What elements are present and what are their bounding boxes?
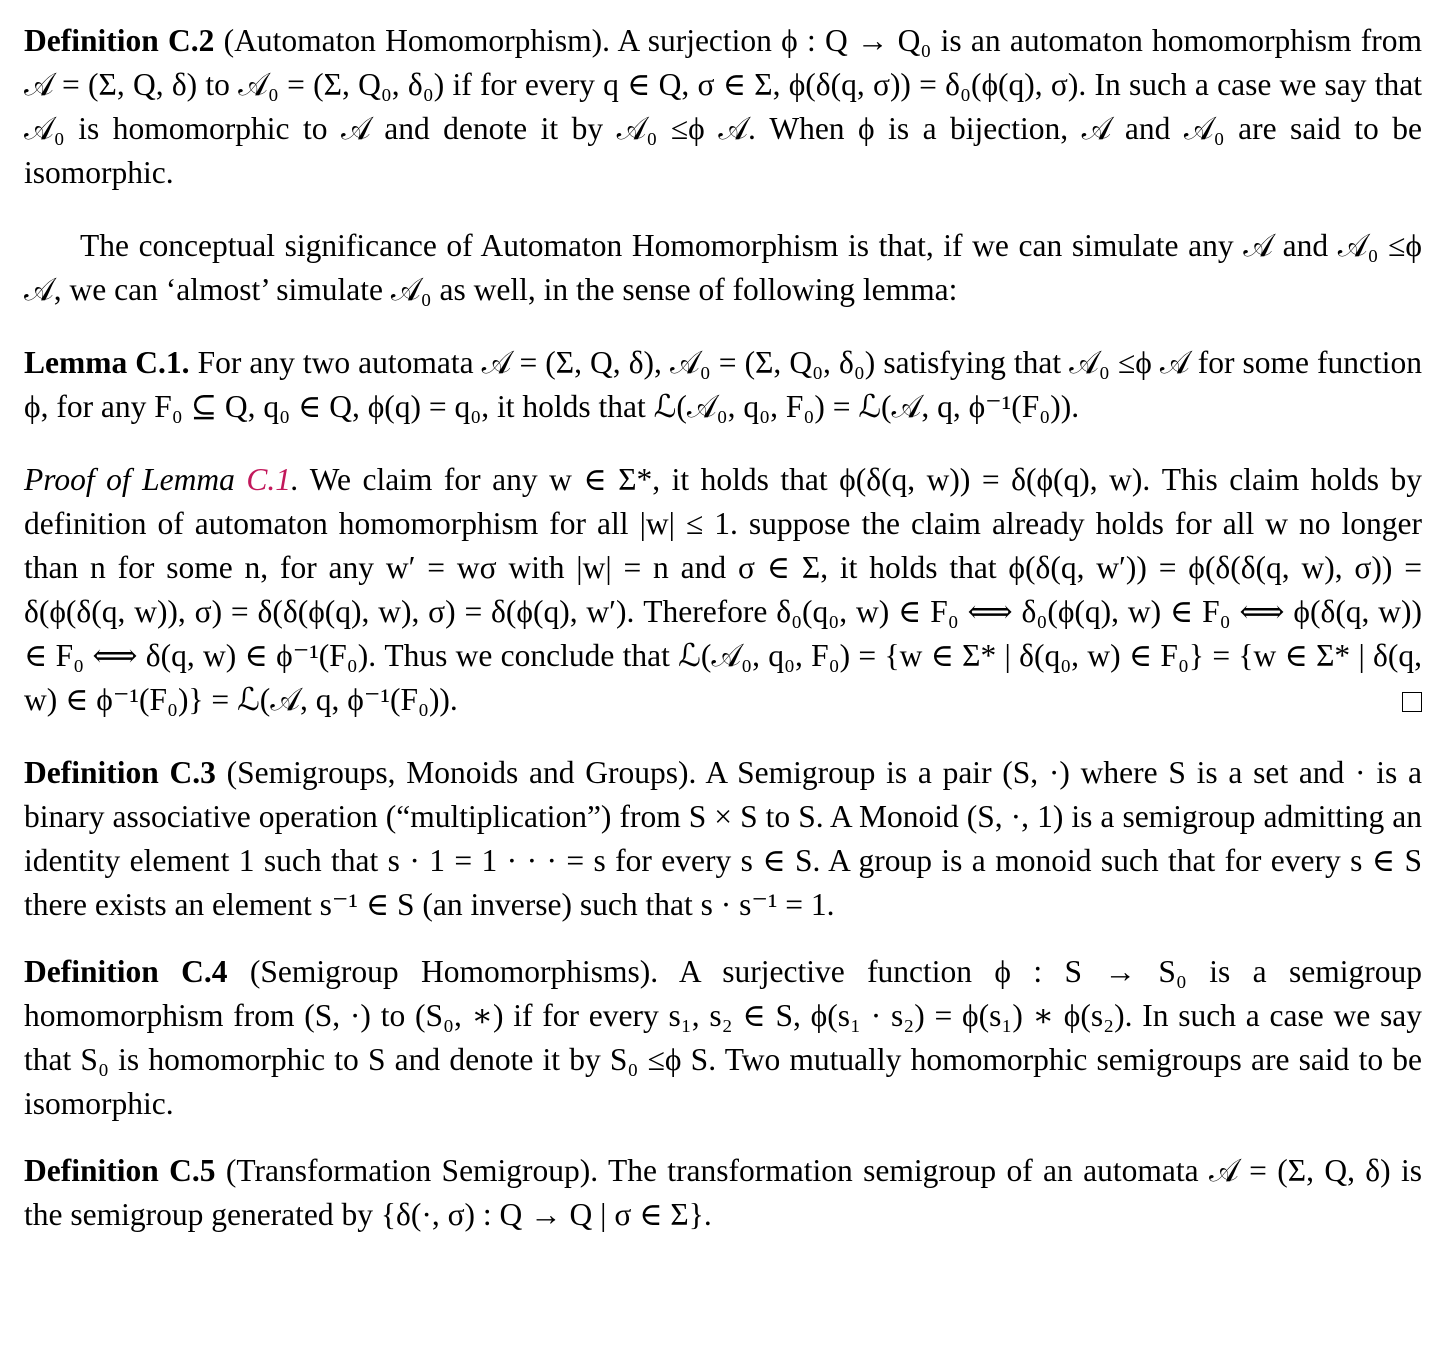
spacer [24,1126,1422,1149]
definition-label: Definition C.5 [24,1153,216,1188]
definition-body: The transformation semigroup of an automata 𝒜 = (Σ, Q, δ) is the semigroup generated by {δ(·, σ) : Q → Q | σ ∈ Σ}. [24,1153,1423,1232]
proof-body: We claim for any w ∈ Σ*, it holds that ϕ(δ(q, w)) = δ(ϕ(q), w). This claim holds by definition of automaton homomorphism for all |w| ≤ 1. suppose the claim already holds for all w no longer than n for some n, for any w′ = wσ with |w| = n and σ ∈ Σ, it holds that ϕ(δ(q, w′)) = ϕ(δ(δ(q, w), σ)) = δ(ϕ(δ(q, w)), σ) = δ(δ(ϕ(q), w), σ) = δ(ϕ(q), w′). Therefore δ₀(q₀, w) ∈ F₀ ⟺ δ₀(ϕ(q), w) ∈ F₀ ⟺ ϕ(δ(q, w)) ∈ F₀ ⟺ δ(q, w) ∈ ϕ⁻¹(F₀). Thus we conclude that ℒ(𝒜₀, q₀, F₀) = {w ∈ Σ* | δ(q₀, w) ∈ F₀} = {w ∈ Σ* | δ(q, w) ∈ ϕ⁻¹(F₀)} = ℒ(𝒜, q, ϕ⁻¹(F₀)). [24,462,1422,717]
definition-title: (Transformation Semigroup). [225,1153,599,1188]
spacer [24,429,1422,458]
spacer [24,927,1422,950]
spacer [24,722,1422,751]
definition-label: Definition C.4 [24,954,228,989]
definition-c3 [24,751,1422,927]
proof-label-suffix: . [290,462,299,497]
qed-square-icon [1402,692,1422,712]
definition-title: (Semigroup Homomorphisms). [249,954,659,989]
definition-body: A surjective function ϕ : S → S₀ is a semigroup homomorphism from (S, ·) to (S₀, ∗) if for every s₁, s₂ ∈ S, ϕ(s₁ · s₂) = ϕ(s₁) ∗ ϕ(s₂). In such a case we say that S₀ is homomorphic to S and denote it by S₀ ≤ϕ S. Two mutually homomorphic semigroups are said to be isomorphic. [24,954,1422,1121]
significance-paragraph: The conceptual significance of Automaton Homomorphism is that, if we can simulate any 𝒜 and 𝒜₀ ≤ϕ 𝒜, we can ‘almost’ simulate 𝒜₀ as well, in the sense of following lemma: [24,228,1422,307]
proof-label: Proof of Lemma [24,462,235,497]
lemma-reference-link[interactable]: C.1 [246,462,291,497]
definition-c4 [24,950,1422,1126]
definition-c2 [24,19,1422,195]
definition-c5 [24,1149,1422,1237]
definition-label: Definition C.2 [24,23,215,58]
proof-lemma-c1 [24,458,1422,722]
definition-body: A surjection ϕ : Q → Q₀ is an automaton homomorphism from 𝒜 = (Σ, Q, δ) to 𝒜₀ = (Σ, Q₀, δ₀) if for every q ∈ Q, σ ∈ Σ, ϕ(δ(q, σ)) = δ₀(ϕ(q), σ). In such a case we say that 𝒜₀ is homomorphic to 𝒜 and denote it by 𝒜₀ ≤ϕ 𝒜. When ϕ is a bijection, 𝒜 and 𝒜₀ are said to be isomorphic. [24,23,1423,190]
lemma-label: Lemma C.1. [24,345,190,380]
definition-body: A Semigroup is a pair (S, ·) where S is a set and · is a binary associative operation (“multiplication”) from S × S to S. A Monoid (S, ·, 1) is a semigroup admitting an identity element 1 such that s · 1 = 1 · · · = s for every s ∈ S. A group is a monoid such that for every s ∈ S there exists an element s⁻¹ ∈ S (an inverse) such that s · s⁻¹ = 1. [24,755,1423,922]
definition-title: (Semigroups, Monoids and Groups). [226,755,697,790]
lemma-c1 [24,341,1422,429]
spacer [24,312,1422,341]
definition-title: (Automaton Homomorphism). [223,23,610,58]
spacer [24,195,1422,224]
definition-label: Definition C.3 [24,755,216,790]
lemma-body: For any two automata 𝒜 = (Σ, Q, δ), 𝒜₀ = (Σ, Q₀, δ₀) satisfying that 𝒜₀ ≤ϕ 𝒜 for some function ϕ, for any F₀ ⊆ Q, q₀ ∈ Q, ϕ(q) = q₀, it holds that ℒ(𝒜₀, q₀, F₀) = ℒ(𝒜, q, ϕ⁻¹(F₀)). [24,345,1422,424]
